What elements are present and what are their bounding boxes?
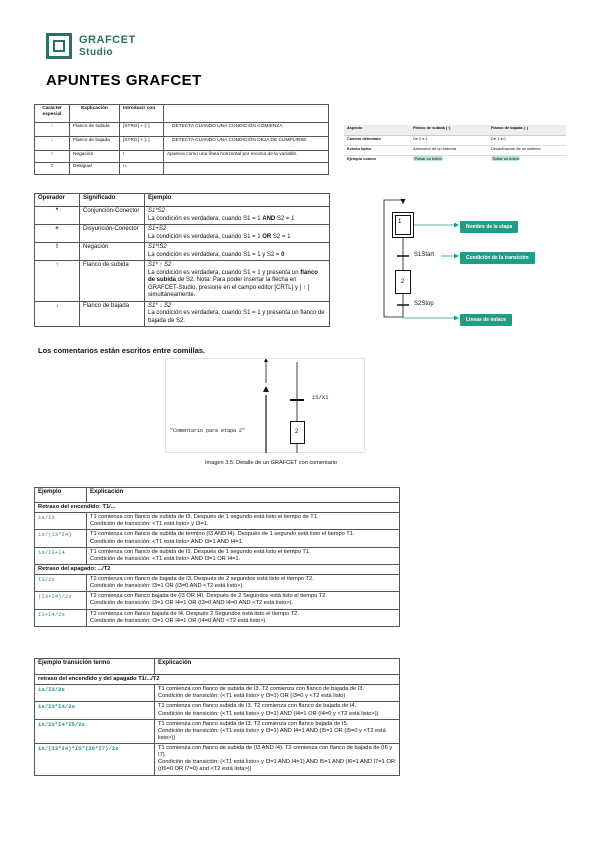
example-explanation: T1 comienza con flanco de subida de I3. Después de 1 segundo está listo el tiempo de T1. Condición de transición: <T1 está listo> y I3=1. [87,513,400,530]
table-header-row [35,194,330,207]
table-header-row [35,105,329,123]
operator-cell: ↑ [35,261,80,302]
table-cell [145,301,330,327]
example-bold: AND [262,215,276,222]
example-code: S1+S2 [148,226,167,232]
step-number: 1 [398,219,402,225]
table-header-cell: Introducir con [120,105,164,123]
table-row [35,123,329,137]
table-header-cell: Operador [35,194,80,207]
example-code: 1s/I3*I4*I5/2s [35,719,155,743]
operator-cell: ! [35,243,80,261]
table-cell: ≠ [35,163,70,175]
example-code: 1s/I3+I4 [35,547,87,564]
table-header-cell: Aspecto [344,125,410,135]
table-cell: != [120,163,164,175]
table-section-row [35,564,400,574]
operator-cell: * [35,207,80,225]
table-cell: Flanco de subida [80,261,145,302]
callout-transition-condition: Condición de la transición [460,252,535,264]
table-row [35,301,330,327]
example-code: I3+I4/2s [35,609,87,626]
example-explanation: T1 comienza con flanco de subida de (I3 AND I4). T2 comienza con flanco de bajada de (I6 y I7). Condición de transición: (<T1 está listo> y I3=1 AND I4=1) AND I5=1 AND (I6=1 AND I7=1 OR ((I6=0 OR I7=0) and <T2 está lista>)) [155,744,400,776]
example-code: 1s/(I3*I4)*I5*(I6*I7)/2s [35,744,155,776]
table-cell: Desactivación de un sistema [488,145,566,155]
table-cell: Evento típico [344,145,410,155]
transition-term-table [34,658,400,776]
logo-text-line2: Studio [79,47,114,58]
table-cell: De 0 a 1 [410,135,488,145]
example-explanation: T1 comienza con flanco subida de I3. T2 comienza con flanco bajada de I5. Condición de transición: (<T1 está listo> y I3=1) AND I4=1 AND (I5=1 OR (I5=0 y <T2 está listo>)) [155,719,400,743]
comment-text: "Comentario para etapa 2" [170,428,246,434]
table-cell: Negación [70,151,120,163]
table-cell: DETECTA CUANDO UNA CONDICIÓN COMIENZA [164,123,329,137]
table-header-cell: Ejemplo [35,488,87,503]
step-number: 2 [295,429,299,435]
logo-icon [46,33,72,59]
table-cell: Aparece como una línea horizontal por encima de la variable. [164,151,329,163]
example-code: 1s/I3/2s [35,685,155,702]
table-cell: Cambio detectado [344,135,410,145]
example-bold: 0 [281,251,285,258]
callout-step-name: Nombre de la etapa [460,221,518,233]
table-cell [488,155,566,165]
table-section-row [35,503,400,513]
table-row [35,137,329,151]
transition-label: S2Stop [414,301,434,307]
table-header-row [35,488,400,503]
operator-cell: ↓ [35,301,80,327]
example-code: (I3+I4)/2s [35,592,87,609]
example-bold: OR [262,233,272,240]
table-row [344,145,566,155]
page-title: APUNTES GRAFCET [46,72,202,89]
figure-caption: Imagen 3.5: Detalle de un GRAFCET con comentario [205,460,338,466]
example-explanation: T1 comienza con flanco de subida de termino (I3 AND I4). Después de 1 segundo está listo el tiempo T1. Condición de transición: <T1 está listo> AND I3=1 AND I4=1. [87,530,400,547]
example-text: S2 = 1 [275,215,295,222]
example-text: S2 = 1 [271,233,291,240]
table-row [35,547,400,564]
table-cell: Flanco de subida [70,123,120,137]
table-cell: [STRG] + [↑] [120,123,164,137]
table-cell: Activación de un sistema [410,145,488,155]
comments-heading: Los comentarios están escritos entre comillas. [38,346,206,355]
table-section-row [35,675,400,685]
section-title: Retraso del apagado: .../T2 [35,564,400,574]
step-number: 2 [401,279,405,285]
table-row [35,609,400,626]
example-code: S1*S2 [148,208,166,214]
table-header-cell: Significado [80,194,145,207]
edge-aspect-table [344,125,566,165]
example-explanation: T1 comienza con flanco subida de I3. T2 comienza con flanco de bajada de I4. Condición de transición: (<T1 está listo> y I3=1) AND (I4=1 OR (I4=0 y <T2 está listo>)) [155,702,400,719]
table-row [344,135,566,145]
table-cell: [STRG] + [↓] [120,137,164,151]
table-header-cell: Explicación [155,659,400,675]
table-header-cell: Ejemplo [145,194,330,207]
example-explanation: T2 comienza con flanco bajada de I4. Después 2 Segundos está listo el tiempo T2. Condición de transición: I3=1 OR I4=1 OR (I4=0 AND <T2 está listo>). [87,609,400,626]
table-cell: Negación [80,243,145,261]
table-row [35,163,329,175]
table-row [35,207,330,225]
example-explanation: T2 comienza con flanco de bajada de I3. Después de 2 segundos está listo el tiempo T2. Condición de transición: I3=1 OR (I3=0 AND <T2 está listo>). [87,575,400,592]
example-explanation: T1 comienza con flanco de subida de I3. T2 comienza con flanco de bajada de I3. Condición de transición: (<T1 está listo> y I3=1) OR (I3=0 y <T2 está listo) [155,685,400,702]
table-cell [410,155,488,165]
table-row [35,530,400,547]
grafcet-initial-step [392,212,414,238]
table-cell: ! [35,151,70,163]
table-header-row [35,659,400,675]
table-cell [145,243,330,261]
table-cell: Desigual [70,163,120,175]
table-row [35,243,330,261]
section-title: Retraso del encendido: T1/... [35,503,400,513]
table-cell: Ejemplo común [347,155,376,161]
table-row [35,575,400,592]
table-header-cell: Flanco de bajada (↓) [488,125,566,135]
example-code: S1* ↓ S2 [148,302,172,309]
table-row [35,702,400,719]
table-row [344,155,566,165]
table-row [35,744,400,776]
example-code: 1s/I3 [35,513,87,530]
example-code: S1* ↑ S2 [148,262,172,268]
transition-label: S1Start [414,252,435,258]
table-cell: Conjunción-Conector [80,207,145,225]
example-explanation: T2 comienza con flanco bajada de (I3 OR I4). Después de 2 Segundos está listo el tiempo T2. Condición de transición: I3=1 OR I4=1 OR (I3=0 AND I4=0 AND <T2 está listo>). [87,592,400,609]
example-text: de S2. Nota: Para poder insertar la flecha en GRAFCET-Studio, presione en el campo editor [CRTL] y [ ↑ ] simultáneamente. [148,277,310,298]
table-row [35,719,400,743]
example-code: I3/2s [35,575,87,592]
table-cell: ↑ [35,123,70,137]
table-header-cell: Carácter especial [35,105,70,123]
logo [46,33,156,63]
special-chars-table [34,104,329,175]
transition-label: 1S/X1 [312,394,329,401]
comment-figure-lines [166,359,366,454]
table-row [35,151,329,163]
example-explanation: T1 comienza con flanco de subida de I3. Después de 1 segundo está listo el tiempo T1. Condición de transición: <T1 está listo> AND I3=1 OR I4=1. [87,547,400,564]
grafcet-step [395,270,411,294]
table-row [35,513,400,530]
example-code: 1s/(I3*I4) [35,530,87,547]
table-row [35,261,330,302]
table-row [35,685,400,702]
table-cell: DETECTA CUANDO UNA CONDICIÓN DEJA DE CUMPLIRSE [164,137,329,151]
table-cell [145,261,330,302]
table-header-row [344,125,566,135]
example-text: La condición es verdadera, cuando S1 = 1 [148,215,263,222]
table-cell: Flanco de bajada [70,137,120,151]
operators-table [34,193,330,327]
table-header-cell: Ejemplo transición termo [35,659,155,675]
table-cell: Disyunción-Conector [80,225,145,243]
table-cell [164,163,329,175]
timer-examples-table [34,487,400,627]
example-text: La condición es verdadera, cuando S1 = 1 y presenta un flanco de bajada de S2. [148,310,325,324]
section-title: retraso del encendido y del apagado T1/.../T2 [35,675,400,685]
grafcet-diagram [370,190,570,330]
table-cell: De 1 a 0 [488,135,566,145]
example-bold: flanco de subida [148,269,318,283]
comment-figure [165,358,365,453]
table-cell: ↓ [35,137,70,151]
table-row [35,592,400,609]
table-header-cell: Explicación [87,488,400,503]
table-cell: ! [120,151,164,163]
example-text: La condición es verdadera, cuando S1 = 1 y S2 = [148,251,282,258]
table-cell [145,225,330,243]
example-text: La condición es verdadera, cuando S1 = 1 y presenta un [148,269,301,276]
logo-text-line1: GRAFCET [79,34,136,46]
table-header-cell: Flanco de subida (↑) [410,125,488,135]
example-code: 1s/I3*I4/2s [35,702,155,719]
table-row [35,225,330,243]
highlighted-text: Pulsar un botón [414,155,442,161]
table-cell [145,207,330,225]
example-text: La condición es verdadera, cuando S1 = 1 [148,233,263,240]
table-header-cell [164,105,329,123]
callout-link-lines: Líneas de enlace [460,314,512,326]
grafcet-step [290,421,305,444]
table-cell: Flanco de bajada [80,301,145,327]
table-header-cell: Explicación [70,105,120,123]
example-code: S1*!S2 [148,244,167,250]
highlighted-text: Soltar un botón [492,155,519,161]
operator-cell: + [35,225,80,243]
